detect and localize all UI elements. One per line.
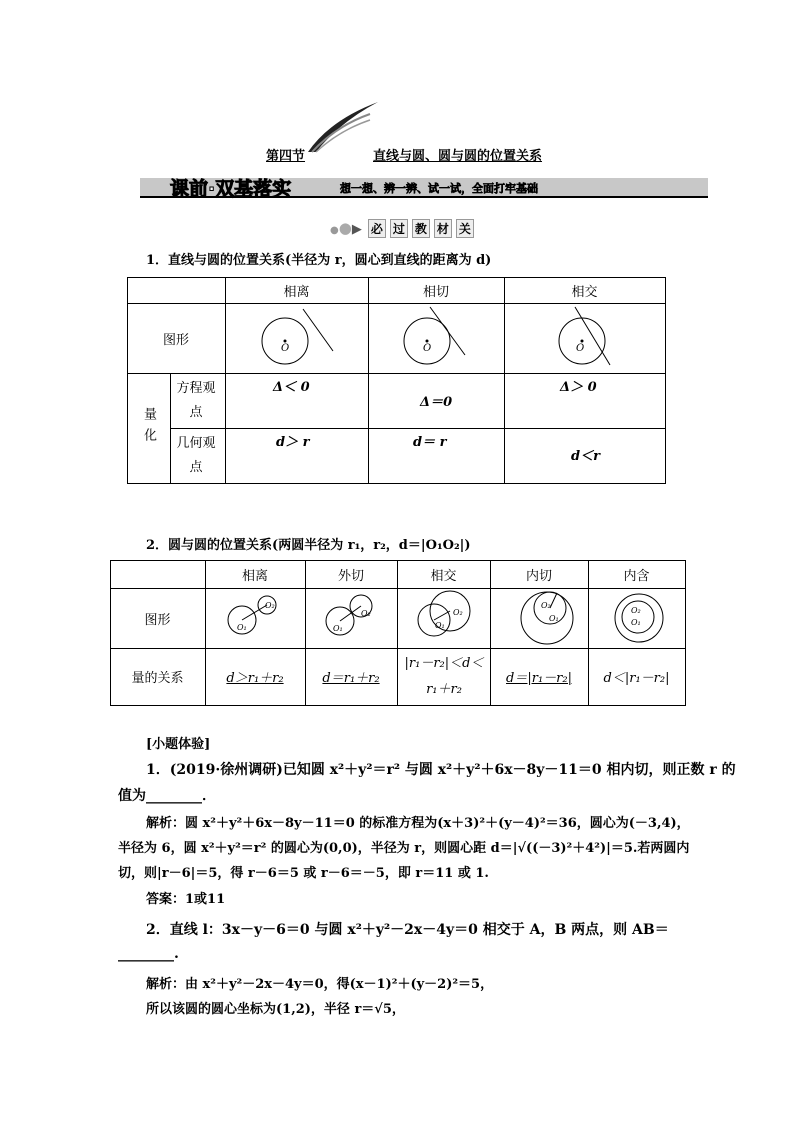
column-header: 相离: [241, 568, 268, 584]
swoosh-logo: [300, 100, 380, 155]
section-number: 第四节: [266, 149, 306, 164]
svg-text:O₂: O₂: [541, 601, 551, 610]
geo-value: d＝ r: [413, 435, 447, 450]
svg-text:O₁: O₁: [549, 614, 559, 623]
arrow-icon: ▶: [351, 222, 362, 237]
row-label-figure: 图形: [162, 332, 189, 348]
subheader-char: 过: [390, 219, 408, 238]
figure-intersect: [559, 307, 610, 365]
subheader: [330, 218, 478, 238]
relation-value: d＝|r₁－r₂|: [506, 671, 572, 686]
column-header: 相交: [430, 568, 457, 584]
circle-circle-figures: [205, 588, 685, 648]
subheader-char: 关: [456, 219, 474, 238]
row-label-figure: 图形: [144, 612, 171, 628]
svg-text:O₁: O₁: [435, 621, 445, 630]
column-header: 外切: [337, 568, 364, 584]
figure-tangent: [404, 307, 465, 364]
subheader-char: 必: [368, 219, 386, 238]
q2-solution: 所以该圆的圆心坐标为(1,2)，半径 r＝√5，: [146, 1002, 405, 1017]
svg-text:O₂: O₂: [265, 601, 275, 610]
figure-separate: [228, 596, 276, 634]
subheader-char: 教: [412, 219, 430, 238]
svg-text:O₂: O₂: [631, 606, 641, 615]
eq-value: Δ＜ 0: [273, 380, 310, 395]
q1-blank: 值为________．: [118, 788, 216, 804]
figure-contained: [615, 594, 663, 642]
svg-text:O₁: O₁: [333, 624, 343, 633]
q1-solution: 解析：圆 x²＋y²＋6x－8y－11＝0 的标准方程为(x＋3)²＋(y－4)²＝36，圆心为(－3,4)，: [146, 816, 690, 831]
dot-icon: ●: [330, 225, 339, 236]
q2-text: 2．直线 l：3x－y－6＝0 与圆 x²＋y²－2x－4y＝0 相交于 A，B 两点，则 AB＝: [146, 922, 669, 938]
dot-large-icon: ●: [338, 219, 352, 237]
svg-text:O: O: [576, 343, 585, 354]
svg-text:O₁: O₁: [237, 623, 247, 632]
subheader-char: 材: [434, 219, 452, 238]
q1-solution: 半径为 6，圆 x²＋y²＝r² 的圆心为(0,0)，半径为 r，则圆心距 d＝|√((－3)²＋4²)|＝5.若两圆内: [118, 841, 690, 856]
svg-text:O₂: O₂: [361, 609, 371, 618]
figure-separate: [262, 309, 333, 364]
q1-answer: 答案：1或11: [146, 892, 226, 907]
column-header: 相交: [571, 284, 598, 300]
q1-solution: 切，则|r－6|＝5，得 r－6＝5 或 r－6＝－5，即 r＝11 或 1.: [118, 866, 489, 881]
q2-solution: 解析：由 x²＋y²－2x－4y＝0，得(x－1)²＋(y－2)²＝5，: [146, 977, 494, 992]
q1-text: 1．(2019·徐州调研)已知圆 x²＋y²＝r² 与圆 x²＋y²＋6x－8y－11＝0 相内切，则正数 r 的: [146, 762, 736, 778]
relation-value: d＞r₁＋r₂: [226, 671, 284, 686]
svg-text:O: O: [281, 343, 290, 354]
relation-value: d＜|r₁－r₂|: [603, 671, 670, 686]
part2-heading: 2．圆与圆的位置关系(两圆半径为 r₁，r₂，d＝|O₁O₂|): [146, 538, 471, 553]
row-label-geometry: 几何观点: [176, 435, 216, 475]
figure-external-tangent: [326, 595, 372, 635]
row-label-relation: 量的关系: [131, 671, 184, 686]
eq-value: Δ＝0: [420, 395, 453, 410]
row-group-label: 量化: [141, 407, 156, 449]
section-banner: [140, 178, 708, 198]
column-header: 相切: [422, 284, 449, 300]
part1-heading: 1．直线与圆的位置关系(半径为 r，圆心到直线的距离为 d): [146, 253, 492, 268]
section-title: 直线与圆、圆与圆的位置关系: [373, 149, 543, 164]
figure-intersect: [418, 591, 470, 636]
geo-value: d＜r: [571, 449, 600, 464]
figure-internal-tangent: [521, 592, 573, 644]
eq-value: Δ＞ 0: [560, 380, 597, 395]
geo-value: d＞ r: [276, 435, 310, 450]
svg-text:O₁: O₁: [631, 618, 641, 627]
column-header: 内切: [525, 568, 552, 584]
row-label-equation: 方程观点: [176, 380, 216, 420]
svg-text:O₂: O₂: [453, 608, 463, 617]
column-header: 内含: [623, 568, 650, 584]
relation-value: d＝r₁＋r₂: [322, 671, 380, 686]
practice-label: [小题体验]: [146, 737, 211, 752]
banner-title: 课前·双基落实: [170, 178, 292, 200]
relation-value: |r₁－r₂|＜d＜ r₁＋r₂: [404, 655, 484, 697]
column-header: 相离: [283, 284, 310, 300]
banner-subtitle: 想一想、辨一辨、试一试，全面打牢基础: [340, 182, 538, 195]
svg-text:O: O: [423, 343, 432, 354]
line-circle-figures: [225, 303, 665, 373]
q2-blank: ________.: [118, 946, 179, 962]
